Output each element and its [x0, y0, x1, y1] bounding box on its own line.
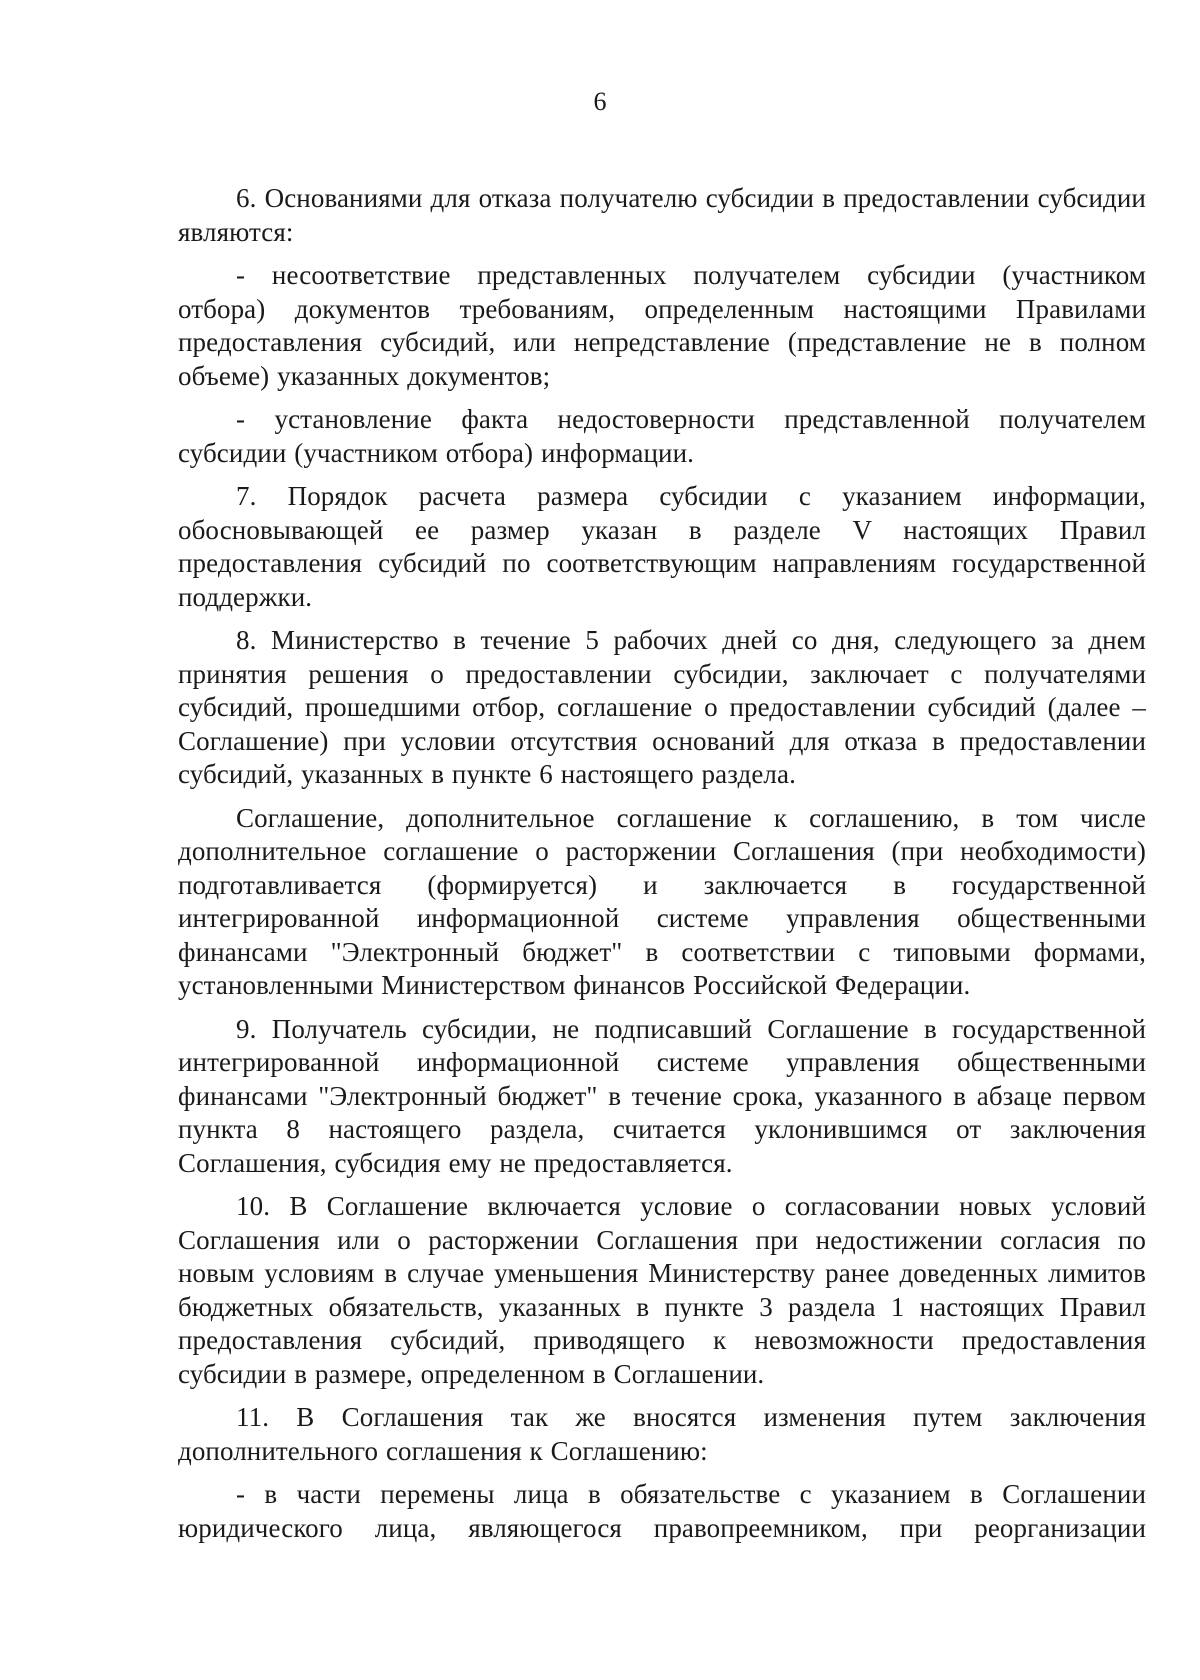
paragraph-8-electronic-budget: Соглашение, дополнительное соглашение к соглашению, в том числе дополнительное соглашение о расторжении Соглашения (при необходимости) подготавливается (формируется) и заключается в государственной интегрированной информационной системе управления общественными финансами "Электронный бюджет" в соответствии с типовыми формами, установленными Министерством финансов Российской Федерации.: [178, 802, 1146, 1000]
paragraph-10-new-conditions: 10. В Соглашение включается условие о согласовании новых условий Соглашения или о расторжении Соглашения при недостижении согласия по новым условиям в случае уменьшения Министерству ранее доведенных лимитов бюджетных обязательств, указанных в пункте 3 раздела 1 настоящих Правил предоставления субсидий, приводящего к невозможности предоставления субсидии в размере, определенном в Соглашении.: [178, 1191, 1146, 1389]
paragraph-6-item-noncompliance: - несоответствие представленных получателем субсидии (участником отбора) документов требованиям, определенным настоящими Правилами предоставления субсидий, или непредставление (представление не в полном объеме) указанных документов;: [178, 260, 1146, 391]
paragraph-11-amendments: 11. В Соглашения так же вносятся изменения путем заключения дополнительного соглашения к Соглашению:: [178, 1402, 1146, 1466]
paragraph-7-calculation-order: 7. Порядок расчета размера субсидии с указанием информации, обосновывающей ее размер указан в разделе V настоящих Правил предоставления субсидий по соответствующим направлениям государственной поддержки.: [178, 481, 1146, 612]
paragraph-9-unsigned-agreement: 9. Получатель субсидии, не подписавший Соглашение в государственной интегрированной информационной системе управления общественными финансами "Электронный бюджет" в течение срока, указанного в абзаце первом пункта 8 настоящего раздела, считается уклонившимся от заключения Соглашения, субсидия ему не предоставляется.: [178, 1013, 1146, 1178]
paragraph-8-agreement-conclusion: 8. Министерство в течение 5 рабочих дней со дня, следующего за днем принятия решения о предоставлении субсидии, заключает с получателями субсидий, прошедшими отбор, соглашение о предоставлении субсидий (далее – Соглашение) при условии отсутствия оснований для отказа в предоставлении субсидий, указанных в пункте 6 настоящего раздела.: [178, 625, 1146, 789]
paragraph-6-refusal-grounds: 6. Основаниями для отказа получателю субсидии в предоставлении субсидии являются:: [178, 183, 1146, 247]
document-body: [178, 182, 1146, 1555]
page-number: 6: [593, 87, 607, 116]
paragraph-6-item-false-info: - установление факта недостоверности представленной получателем субсидии (участником отбора) информации.: [178, 404, 1146, 468]
paragraph-11-item-reorganization: - в части перемены лица в обязательстве с указанием в Соглашении юридического лица, являющегося правопреемником, при реорганизации: [178, 1479, 1146, 1543]
